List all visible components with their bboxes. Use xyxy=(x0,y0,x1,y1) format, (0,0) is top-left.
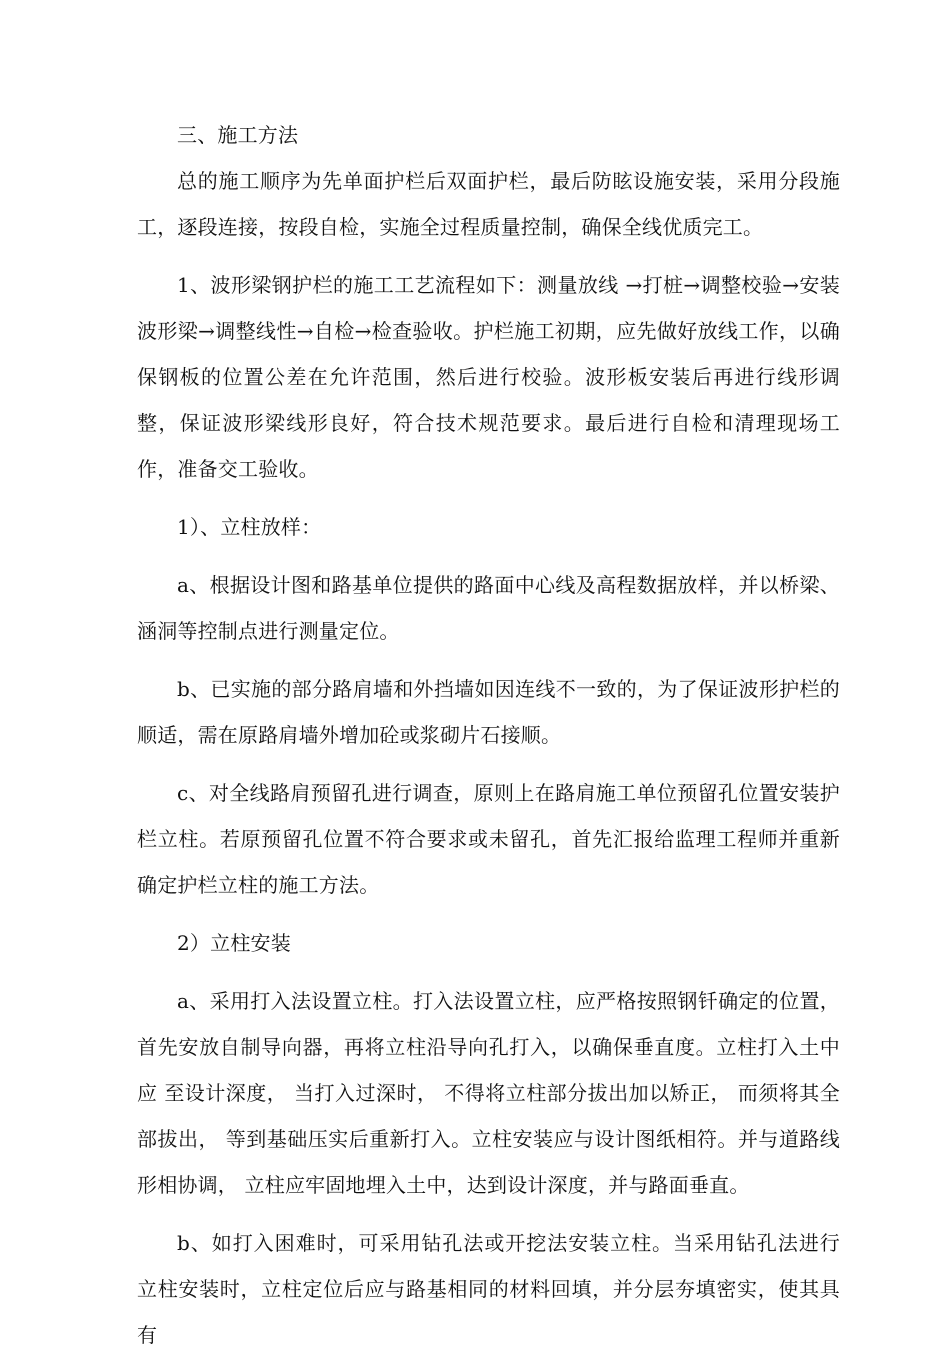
paragraph-item-a-installation: a、采用打入法设置立柱。打入法设置立柱，应严格按照钢钎确定的位置，首先安放自制导向器，再将立柱沿导向孔打入，以确保垂直度。立柱打入土中应 至设计深度， 当打入过深时， 不得将立柱部分拔出加以矫正， 而须将其全部拔出， 等到基础压实后重新打入。立柱安装应与设计图纸相符。并与道路线形相协调， 立柱应牢固地埋入土中，达到设计深度，并与路面垂直。 xyxy=(137,989,840,1197)
subheading-column-installation: 2）立柱安装 xyxy=(177,931,291,955)
paragraph-item-b-installation: b、如打入困难时，可采用钻孔法或开挖法安装立柱。当采用钻孔法进行 立柱安装时，立柱定位后应与路基相同的材料回填，并分层夯填密实，使其具有 xyxy=(137,1231,840,1347)
paragraph-item-a-layout: a、根据设计图和路基单位提供的路面中心线及高程数据放样，并以桥梁、涵洞等控制点进行测量定位。 xyxy=(137,573,840,643)
document-body xyxy=(137,112,840,1370)
paragraph-process-flow: 1、波形梁钢护栏的施工工艺流程如下：测量放线 →打桩→调整校验→安装波形梁→调整线性→自检→检查验收。护栏施工初期，应先做好放线工作，以确保钢板的位置公差在允许范围，然后进行校验。波形板安装后再进行线形调整，保证波形梁线形良好，符合技术规范要求。最后进行自检和清理现场工作，准备交工验收。 xyxy=(137,273,840,481)
section-heading: 三、施工方法 xyxy=(177,123,299,147)
paragraph-construction-order: 总的施工顺序为先单面护栏后双面护栏，最后防眩设施安装，采用分段施工，逐段连接，按段自检，实施全过程质量控制，确保全线优质完工。 xyxy=(137,169,840,239)
paragraph-item-c-layout: c、对全线路肩预留孔进行调查，原则上在路肩施工单位预留孔位置安装护栏立柱。若原预留孔位置不符合要求或未留孔，首先汇报给监理工程师并重新确定护栏立柱的施工方法。 xyxy=(137,781,840,897)
paragraph-item-b-layout: b、已实施的部分路肩墙和外挡墙如因连线不一致的，为了保证波形护栏的顺适，需在原路肩墙外增加砼或浆砌片石接顺。 xyxy=(137,677,840,747)
subheading-column-layout: 1）、立柱放样： xyxy=(177,515,322,539)
